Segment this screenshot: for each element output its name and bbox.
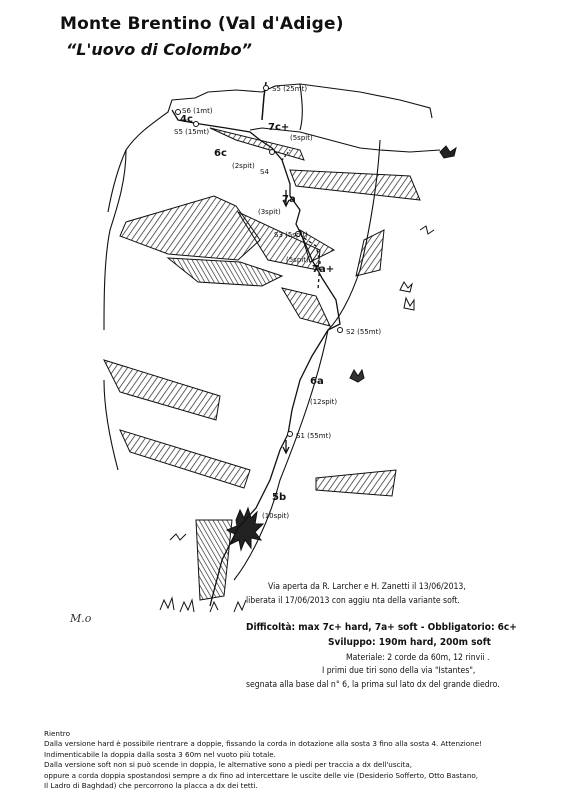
grade-label-6c: 6c <box>214 148 227 159</box>
route-difficulty: Difficoltà: max 7c+ hard, 7a+ soft - Obbligatorio: 6c+ <box>246 622 517 633</box>
descent-line: oppure a corda doppia spostandosi sempre a dx fino ad intercettare le uscite delle vie (Desiderio Sofferto, Otto Bastano, <box>44 770 479 780</box>
grade-label-7c: 7c+ <box>268 122 290 133</box>
bolt-count-label: (12spit) <box>310 398 338 406</box>
belay-station-s2 <box>338 328 343 333</box>
cliff-outline <box>104 84 440 580</box>
descent-line: Dalla versione hard è possibile rientrare a doppie, fissando la corda in dotazione alla sosta 3 fino alla sosta 4. Attenzione! <box>44 739 483 749</box>
grade-label-7a-plus: 7a+ <box>312 264 335 275</box>
route-material: Materiale: 2 corde da 60m, 12 rinvii . <box>346 653 490 663</box>
route-note: I primi due tiri sono della via "Istantes", <box>322 666 476 676</box>
station-label-s2: S2 (55mt) <box>346 328 382 336</box>
belay-station-s1 <box>288 432 293 437</box>
station-label-s3: S3 (5spit) <box>274 231 308 239</box>
route-opening-credits: Via aperta da R. Larcher e H. Zanetti il 13/06/2013, <box>268 582 466 592</box>
descent-line: Indimenticabile la doppia dalla sosta 3 60m nel vuoto più totale. <box>44 749 276 759</box>
bolt-count-label: (3spit) <box>258 208 281 216</box>
bolt-count-label: (2spit) <box>232 162 255 170</box>
descent-line: Dalla versione soft non si può scende in doppia, le alternative sono a piedi per traccia a dx dell'uscita, <box>44 760 413 770</box>
station-label-s5: S5 (15mt) <box>174 128 210 136</box>
grade-label-4c: 4c <box>180 114 193 125</box>
belay-station-s5-top <box>264 86 269 91</box>
descent-line: Il Ladro di Baghdad) che percorrono la placca a dx dei tetti. <box>44 781 258 791</box>
route-note: segnata alla base dal n° 6, la prima sul lato dx del grande diedro. <box>246 680 500 690</box>
page-title: Monte Brentino (Val d'Adige) <box>60 14 344 34</box>
route-name: “L'uovo di Colombo” <box>66 40 252 59</box>
route-length: Sviluppo: 190m hard, 200m soft <box>328 637 491 648</box>
station-label-s5-top: S5 (25mt) <box>272 85 308 93</box>
overhang-roofs <box>104 128 420 600</box>
grade-label-6a: 6a <box>310 376 324 387</box>
grade-label-7a: 7a <box>282 194 296 205</box>
bolt-count-label: (5spit) <box>286 256 309 264</box>
descent-heading: Rientro <box>44 729 70 738</box>
belay-station-s5 <box>194 122 199 127</box>
descent-section <box>44 729 544 791</box>
station-label-s1: S1 (55mt) <box>296 432 332 440</box>
belay-station-s4 <box>270 150 275 155</box>
route-free-ascent: liberata il 17/06/2013 con aggiu nta della variante soft. <box>246 596 460 606</box>
grade-label-5b: 5b <box>272 492 287 503</box>
station-label-s4: S4 <box>260 168 269 176</box>
bolt-count-label: (10spit) <box>262 512 290 520</box>
author-signature: M.o <box>70 612 92 625</box>
station-label-s6: S6 (1mt) <box>182 107 213 115</box>
bolt-count-label: (5spit) <box>290 134 313 142</box>
